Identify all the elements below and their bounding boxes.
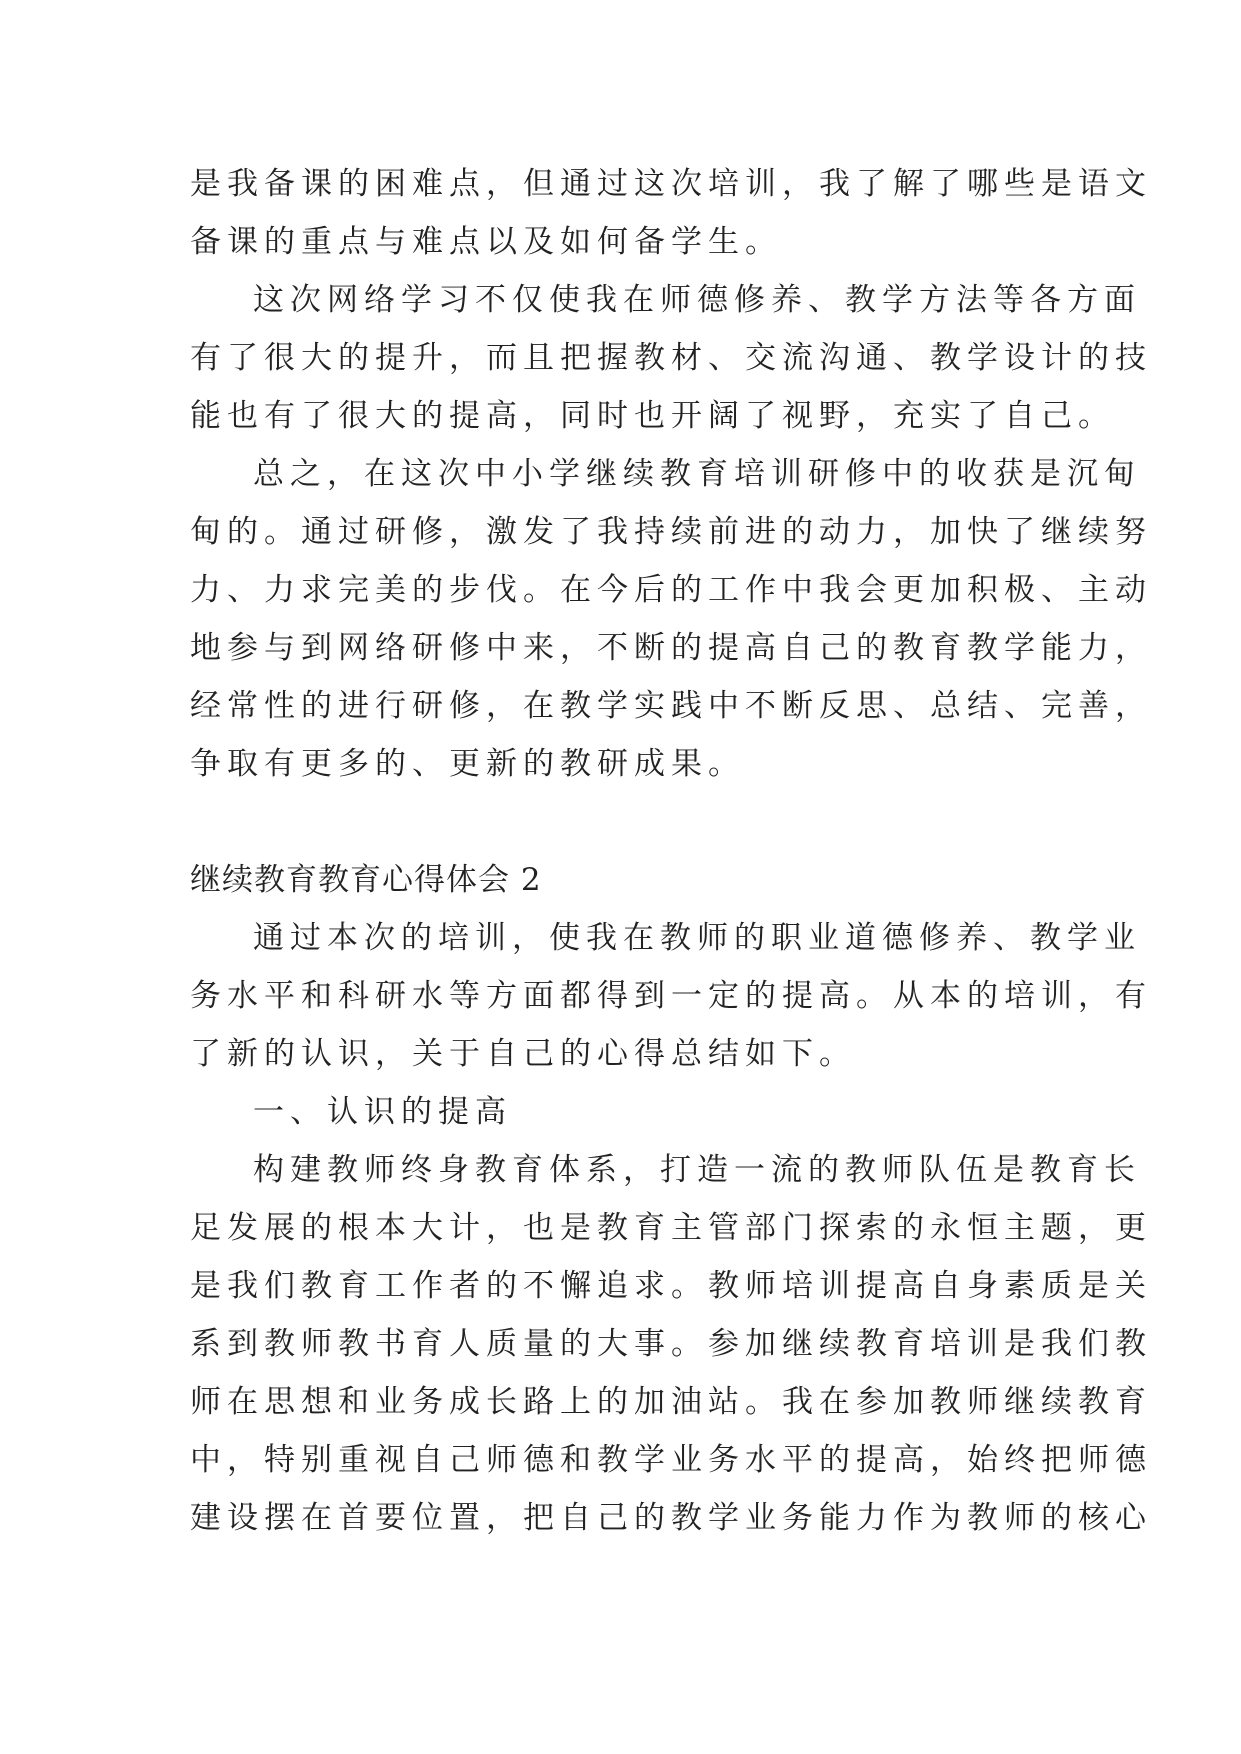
subsection-heading: 一、认识的提高	[253, 1094, 512, 1130]
text-line: 系到教师教书育人质量的大事。参加继续教育培训是我们教	[190, 1326, 1152, 1362]
text-line: 备课的重点与难点以及如何备学生。	[190, 224, 782, 260]
section-heading: 继续教育教育心得体会 2	[190, 862, 542, 898]
paragraph-first-line: 通过本次的培训，使我在教师的职业道德修养、教学业	[253, 920, 1141, 956]
text-line: 能也有了很大的提高，同时也开阔了视野，充实了自己。	[190, 398, 1115, 434]
text-line: 争取有更多的、更新的教研成果。	[190, 746, 745, 782]
text-line: 足发展的根本大计，也是教育主管部门探索的永恒主题，更	[190, 1210, 1152, 1246]
text-line: 中，特别重视自己师德和教学业务水平的提高，始终把师德	[190, 1442, 1152, 1478]
text-line: 有了很大的提升，而且把握教材、交流沟通、教学设计的技	[190, 340, 1152, 376]
text-line: 力、力求完美的步伐。在今后的工作中我会更加积极、主动	[190, 572, 1152, 608]
text-line: 师在思想和业务成长路上的加油站。我在参加教师继续教育	[190, 1384, 1152, 1420]
paragraph-first-line: 构建教师终身教育体系，打造一流的教师队伍是教育长	[253, 1152, 1141, 1188]
paragraph-first-line: 总之，在这次中小学继续教育培训研修中的收获是沉甸	[253, 456, 1141, 492]
paragraph-first-line: 这次网络学习不仅使我在师德修养、教学方法等各方面	[253, 282, 1141, 318]
text-line: 了新的认识，关于自己的心得总结如下。	[190, 1036, 856, 1072]
text-line: 地参与到网络研修中来，不断的提高自己的教育教学能力，	[190, 630, 1152, 666]
text-line: 是我备课的困难点，但通过这次培训，我了解了哪些是语文	[190, 166, 1152, 202]
text-line: 务水平和科研水等方面都得到一定的提高。从本的培训，有	[190, 978, 1152, 1014]
text-line: 甸的。通过研修，激发了我持续前进的动力，加快了继续努	[190, 514, 1152, 550]
text-line: 经常性的进行研修，在教学实践中不断反思、总结、完善，	[190, 688, 1152, 724]
text-line: 是我们教育工作者的不懈追求。教师培训提高自身素质是关	[190, 1268, 1152, 1304]
text-line: 建设摆在首要位置，把自己的教学业务能力作为教师的核心	[190, 1500, 1152, 1536]
